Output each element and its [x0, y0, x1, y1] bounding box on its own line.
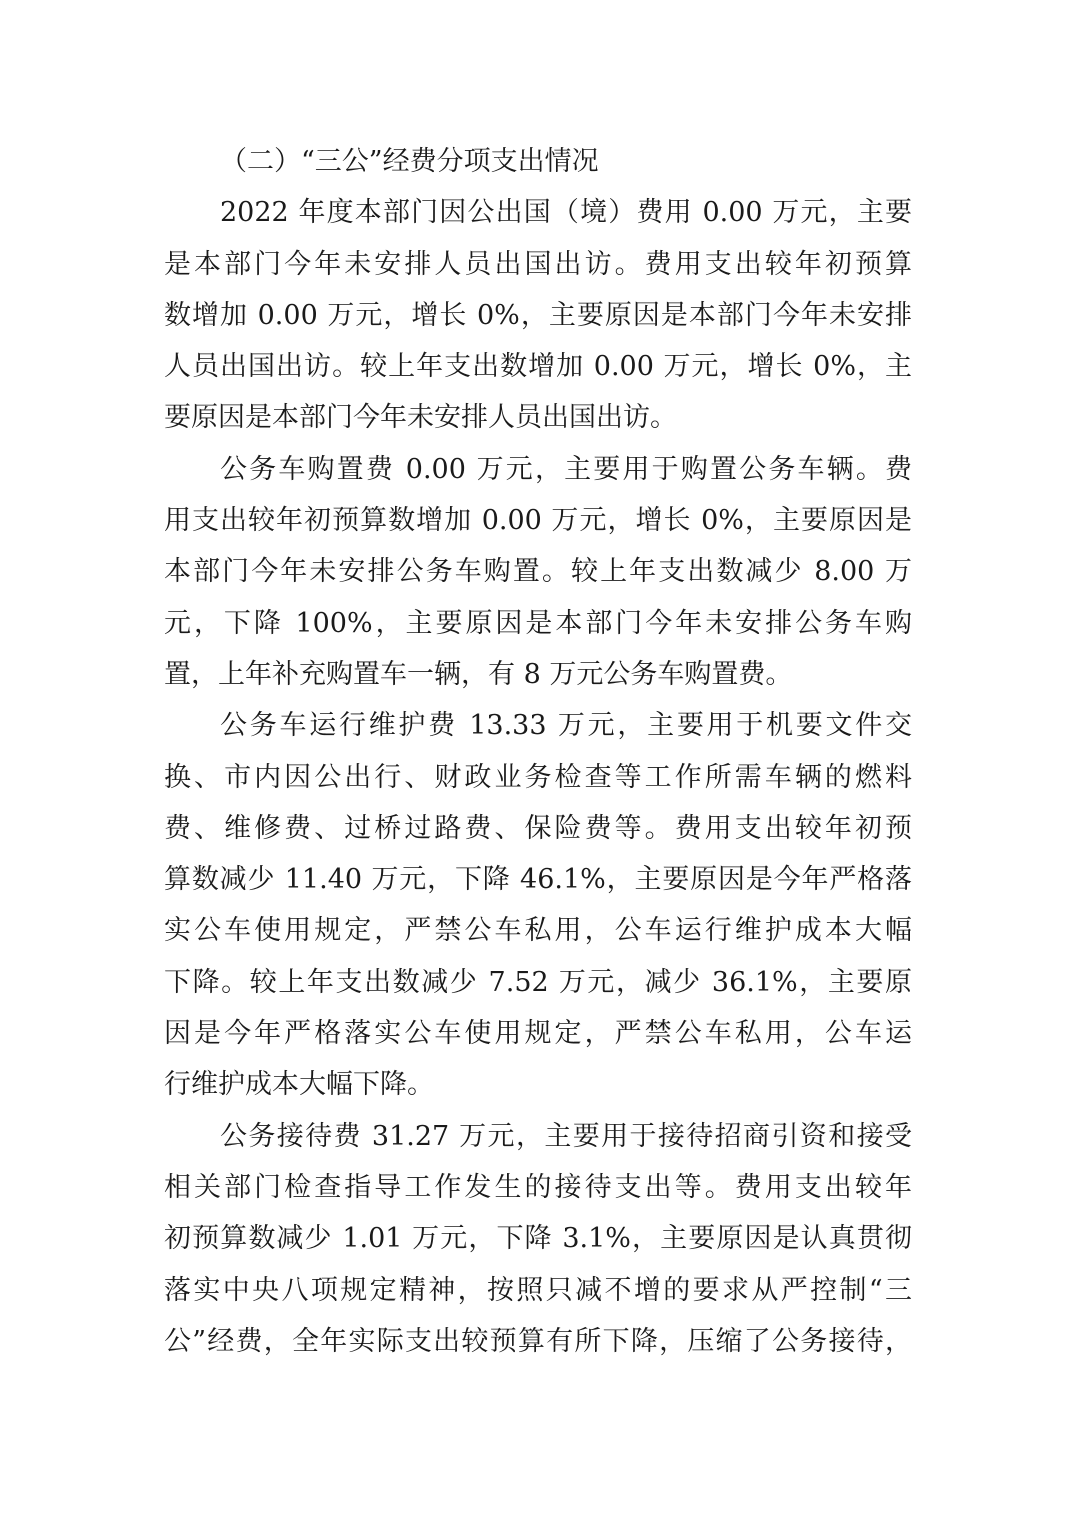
paragraph-line: 元，下降 100%，主要原因是本部门今年未安排公务车购 [164, 607, 912, 639]
paragraph-line: 公务接待费 31.27 万元，主要用于接待招商引资和接受 [220, 1120, 912, 1152]
paragraph-line: 算数减少 11.40 万元，下降 46.1%，主要原因是今年严格落 [164, 864, 912, 896]
paragraph-line: 本部门今年未安排公务车购置。较上年支出数减少 8.00 万 [164, 556, 912, 588]
paragraph-line: 初预算数减少 1.01 万元，下降 3.1%，主要原因是认真贯彻 [164, 1223, 912, 1255]
paragraph-line: 相关部门检查指导工作发生的接待支出等。费用支出较年 [164, 1171, 912, 1203]
paragraph-line: 实公车使用规定，严禁公车私用，公车运行维护成本大幅 [164, 915, 912, 947]
paragraph-overseas-travel [164, 187, 912, 443]
paragraph-line: 置，上年补充购置车一辆，有 8 万元公务车购置费。 [164, 658, 793, 690]
paragraph-line: 是本部门今年未安排人员出国出访。费用支出较年初预算 [164, 248, 912, 280]
paragraph-line: 公务车购置费 0.00 万元，主要用于购置公务车辆。费 [220, 453, 912, 485]
paragraph-line: 公”经费，全年实际支出较预算有所下降，压缩了公务接待， [164, 1325, 912, 1357]
paragraph-line: 下降。较上年支出数减少 7.52 万元，减少 36.1%，主要原 [164, 966, 912, 998]
paragraph-line: 公务车运行维护费 13.33 万元，主要用于机要文件交 [220, 710, 912, 742]
paragraph-vehicle-purchase [164, 444, 912, 700]
paragraph-line: 落实中央八项规定精神，按照只减不增的要求从严控制“三 [164, 1274, 912, 1306]
paragraph-line: 换、市内因公出行、财政业务检查等工作所需车辆的燃料 [164, 761, 912, 793]
paragraph-line: 人员出国出访。较上年支出数增加 0.00 万元，增长 0%，主 [164, 351, 912, 383]
paragraph-official-reception [164, 1111, 912, 1367]
paragraph-line: 因是今年严格落实公车使用规定，严禁公车私用，公车运 [164, 1018, 912, 1050]
paragraph-line: 要原因是本部门今年未安排人员出国出访。 [164, 402, 677, 434]
paragraph-vehicle-maintenance [164, 700, 912, 1110]
paragraph-line: 用支出较年初预算数增加 0.00 万元，增长 0%，主要原因是 [164, 505, 912, 537]
paragraph-line: 数增加 0.00 万元，增长 0%，主要原因是本部门今年未安排 [164, 299, 912, 331]
section-heading: （二）“三公”经费分项支出情况 [220, 146, 599, 177]
paragraph-line: 2022 年度本部门因公出国（境）费用 0.00 万元，主要 [220, 197, 912, 229]
paragraph-line: 费、维修费、过桥过路费、保险费等。费用支出较年初预 [164, 812, 912, 844]
document-page [164, 136, 912, 1367]
paragraph-line: 行维护成本大幅下降。 [164, 1069, 434, 1101]
